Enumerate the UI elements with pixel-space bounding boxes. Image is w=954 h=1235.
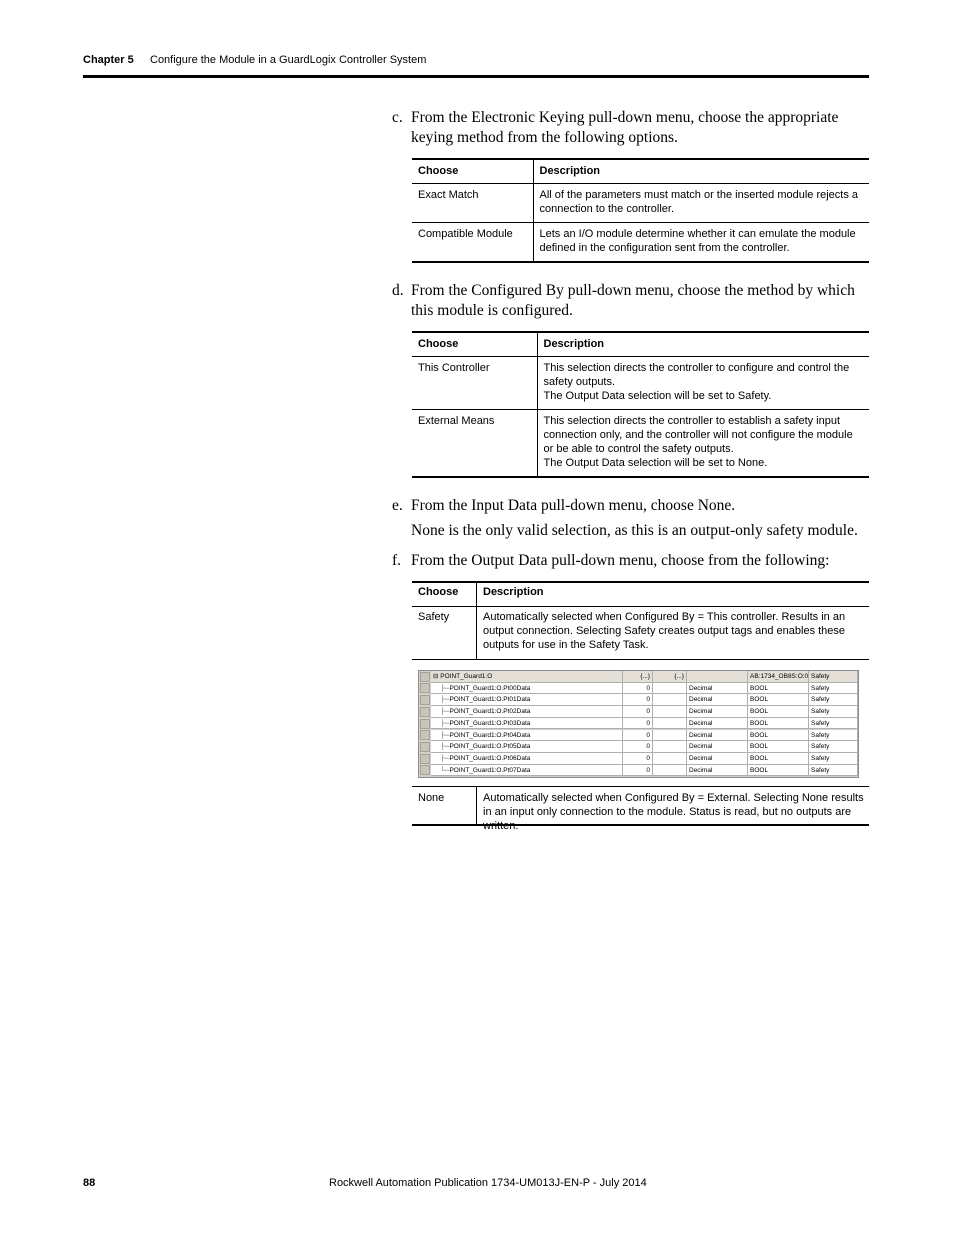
tag-type-cell: BOOL: [748, 694, 809, 706]
row-gutter: [420, 707, 430, 717]
choice-cell-none: None: [418, 792, 445, 804]
step-text: From the Configured By pull-down menu, choose the method by which this module is configured.: [411, 282, 855, 319]
tag-value-cell: 0: [623, 683, 653, 695]
step-text: From the Output Data pull-down menu, choose from the following:: [411, 552, 830, 569]
tree-branch-icon: ├─: [433, 684, 450, 692]
tag-force-cell: {...}: [653, 671, 687, 683]
tag-force-cell: [653, 753, 687, 765]
tag-force-cell: [653, 718, 687, 730]
tag-force-cell: [653, 730, 687, 742]
tag-class-cell: Safety: [809, 706, 858, 718]
tag-class-cell: Safety: [809, 671, 858, 683]
column-header-choose: Choose: [418, 586, 459, 598]
tag-style-cell: Decimal: [687, 730, 748, 742]
step-e-note: None is the only valid selection, as this is an output-only safety module.: [411, 522, 858, 539]
row-gutter: [420, 754, 430, 764]
description-cell-none: Automatically selected when Configured By = External. Selecting None results in an input only connection to the module. Status is read, but no outputs are written.: [483, 792, 864, 832]
chapter-title: Configure the Module in a GuardLogix Controller System: [150, 54, 427, 66]
tag-type-cell: BOOL: [748, 718, 809, 730]
tag-row: [419, 718, 858, 730]
tag-name-cell: └─POINT_Guard1:O.Pt07Data: [431, 765, 623, 777]
row-gutter: [420, 730, 430, 740]
tag-class-cell: Safety: [809, 741, 858, 753]
step-letter: e.: [392, 497, 403, 514]
tag-type-cell: AB:1734_OB8S:O:0: [748, 671, 809, 683]
tag-value-cell: 0: [623, 753, 653, 765]
description-cell: [537, 410, 869, 478]
tag-force-cell: [653, 706, 687, 718]
page-header: [83, 53, 869, 78]
description-line: This selection directs the controller to configure and control the safety outputs.: [543, 362, 850, 388]
description-cell: All of the parameters must match or the inserted module rejects a connection to the controller.: [533, 184, 869, 223]
row-gutter: [420, 672, 430, 682]
choice-cell: Exact Match: [412, 184, 533, 223]
tag-value-cell: 0: [623, 741, 653, 753]
row-gutter: [420, 742, 430, 752]
row-gutter: [420, 719, 430, 729]
tree-branch-icon: ├─: [433, 719, 450, 727]
tag-row: [419, 694, 858, 706]
tag-force-cell: [653, 683, 687, 695]
tree-branch-icon: ├─: [433, 731, 450, 739]
tag-class-cell: Safety: [809, 718, 858, 730]
tag-class-cell: Safety: [809, 694, 858, 706]
tag-row: [419, 706, 858, 718]
column-header-choose: Choose: [412, 332, 537, 357]
step-letter: d.: [392, 282, 404, 299]
choice-cell: External Means: [412, 410, 537, 478]
description-note: The Output Data selection will be set to Safety.: [543, 390, 772, 402]
table-row: [412, 357, 869, 410]
tag-name-cell: ├─POINT_Guard1:O.Pt05Data: [431, 741, 623, 753]
tag-row: [419, 683, 858, 695]
publication-info: Rockwell Automation Publication 1734-UM013J-EN-P - July 2014: [329, 1177, 647, 1189]
column-header-description: Description: [537, 332, 869, 357]
tag-force-cell: [653, 741, 687, 753]
tag-row: [419, 730, 858, 742]
table-row: [412, 410, 869, 478]
table-row: [412, 223, 869, 263]
tag-name-cell: ├─POINT_Guard1:O.Pt04Data: [431, 730, 623, 742]
tag-row: [419, 741, 858, 753]
tag-class-cell: Safety: [809, 765, 858, 777]
tag-name-cell: ├─POINT_Guard1:O.Pt03Data: [431, 718, 623, 730]
tag-value-cell: 0: [623, 765, 653, 777]
tag-type-cell: BOOL: [748, 741, 809, 753]
tag-value-cell: 0: [623, 706, 653, 718]
tag-row: [419, 765, 858, 777]
table-header-row: [412, 332, 869, 357]
tag-style-cell: [687, 671, 748, 683]
tag-type-cell: BOOL: [748, 730, 809, 742]
keying-table: [412, 158, 869, 263]
column-header-choose: Choose: [412, 159, 533, 184]
description-cell-safety: Automatically selected when Configured By = This controller. Results in an output connection. Selecting Safety creates output tags and enables these outputs for use in the Safety Task.: [483, 611, 846, 651]
tag-row-parent: [419, 671, 858, 683]
configured-by-table: [412, 331, 869, 478]
collapse-icon: ⊟: [433, 673, 441, 680]
description-cell: Lets an I/O module determine whether it can emulate the module defined in the configuration sent from the controller.: [533, 223, 869, 263]
column-header-description: Description: [483, 586, 544, 598]
page-number: 88: [83, 1177, 96, 1189]
tag-type-cell: BOOL: [748, 753, 809, 765]
description-line: This selection directs the controller to establish a safety input connection only, and the controller will not configure the module or be able to control the safety outputs.: [543, 415, 853, 455]
tag-type-cell: BOOL: [748, 706, 809, 718]
tag-style-cell: Decimal: [687, 753, 748, 765]
row-gutter: [420, 765, 430, 775]
tag-class-cell: Safety: [809, 683, 858, 695]
step-letter: f.: [392, 552, 402, 569]
choice-cell: Compatible Module: [412, 223, 533, 263]
description-cell: [537, 357, 869, 410]
tree-branch-icon: ├─: [433, 754, 450, 762]
output-data-table: [412, 581, 869, 832]
tree-branch-icon: └─: [433, 766, 450, 774]
tag-style-cell: Decimal: [687, 706, 748, 718]
tag-style-cell: Decimal: [687, 765, 748, 777]
choice-cell: This Controller: [412, 357, 537, 410]
tag-name-cell: ├─POINT_Guard1:O.Pt02Data: [431, 706, 623, 718]
description-note: The Output Data selection will be set to None.: [543, 457, 768, 469]
tag-force-cell: [653, 765, 687, 777]
tag-value-cell: 0: [623, 730, 653, 742]
tag-type-cell: BOOL: [748, 683, 809, 695]
tag-class-cell: Safety: [809, 730, 858, 742]
tag-style-cell: Decimal: [687, 683, 748, 695]
choice-cell-safety: Safety: [418, 611, 450, 623]
row-gutter: [420, 683, 430, 693]
tag-name-cell: ├─POINT_Guard1:O.Pt01Data: [431, 694, 623, 706]
tag-name-cell: ├─POINT_Guard1:O.Pt06Data: [431, 753, 623, 765]
tag-type-cell: BOOL: [748, 765, 809, 777]
tag-style-cell: Decimal: [687, 718, 748, 730]
tree-branch-icon: ├─: [433, 696, 450, 704]
table-header-row: [412, 159, 869, 184]
tree-branch-icon: ├─: [433, 708, 450, 716]
tag-name-cell: ├─POINT_Guard1:O.Pt00Data: [431, 683, 623, 695]
column-header-description: Description: [533, 159, 869, 184]
tag-row: [419, 753, 858, 765]
tree-branch-icon: ├─: [433, 743, 450, 751]
row-gutter: [420, 695, 430, 705]
table-row: [412, 184, 869, 223]
tag-style-cell: Decimal: [687, 694, 748, 706]
tag-value-cell: 0: [623, 718, 653, 730]
tag-editor-screenshot: [418, 670, 859, 778]
tag-name-cell: ⊟ POINT_Guard1:O: [431, 671, 623, 683]
tag-class-cell: Safety: [809, 753, 858, 765]
step-text: From the Electronic Keying pull-down menu, choose the appropriate keying method from the following options.: [411, 109, 839, 146]
tag-force-cell: [653, 694, 687, 706]
step-letter: c.: [392, 109, 403, 126]
chapter-label: Chapter 5: [83, 54, 134, 66]
step-text: From the Input Data pull-down menu, choose None.: [411, 497, 736, 514]
tag-value-cell: {...}: [623, 671, 653, 683]
tag-style-cell: Decimal: [687, 741, 748, 753]
tag-value-cell: 0: [623, 694, 653, 706]
